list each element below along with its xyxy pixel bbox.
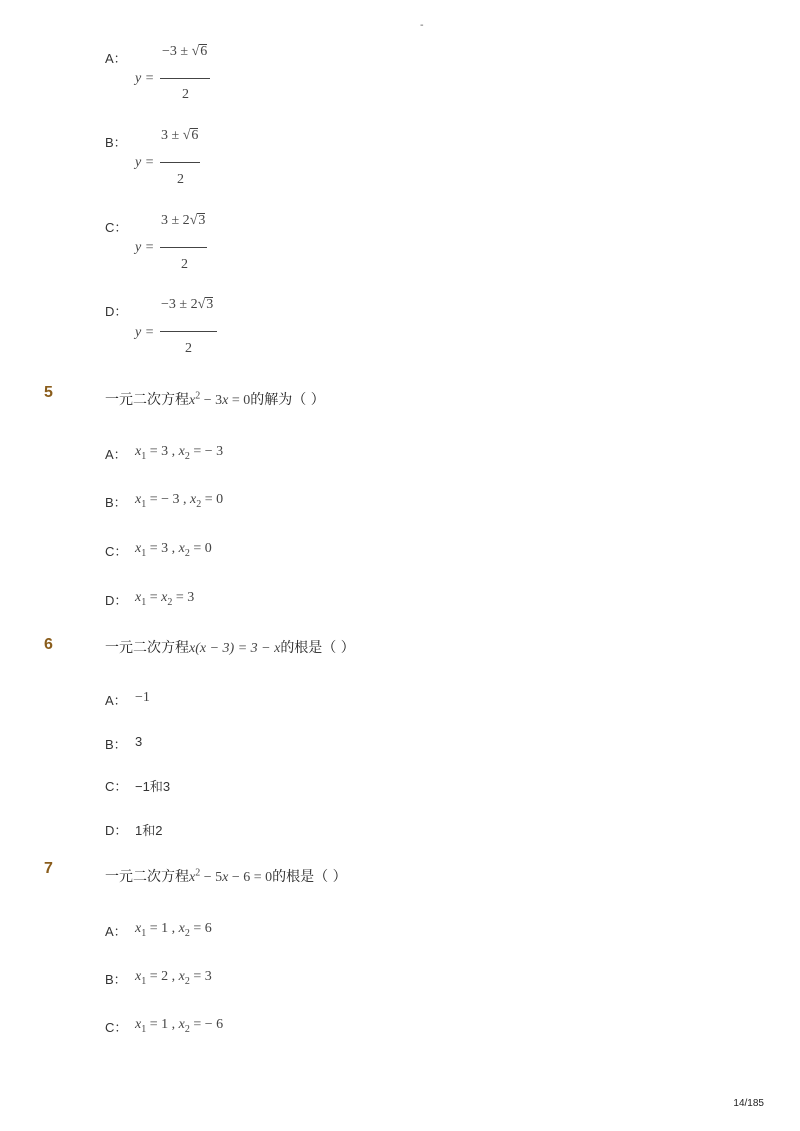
option-label: D： (105, 823, 128, 838)
option-label: A： (105, 693, 127, 708)
option-label: D： (105, 304, 128, 319)
question-number: 5 (44, 384, 53, 401)
option-value: 1和2 (135, 823, 163, 838)
option-value: $x_1 = 3$ , $x_2$ = − 3 (135, 444, 224, 462)
question-number: 6 (44, 636, 53, 653)
question-number: 7 (44, 860, 53, 877)
option-label: D： (105, 593, 128, 608)
option-value: $x_1 = 3$ , $x_2 = 0$ (135, 541, 212, 559)
question-text: 一元二次方程$x^2 - 5x - 6 = 0$的根是（ ） (105, 867, 347, 885)
fraction-numerator: −3 ± 2√3 (161, 297, 214, 312)
fraction-numerator: −3 ± √6 (162, 44, 208, 59)
option-label: C： (105, 220, 128, 235)
option-label: B： (105, 495, 127, 510)
option-value: $x_1 = 2$ , $x_2 = 3$ (135, 969, 212, 987)
option-value: $x_1$ = − 3 , $x_2 = 0$ (135, 492, 224, 510)
fraction-numerator: 3 ± √6 (161, 128, 199, 143)
option-value: $x_1 = x_2 = 3$ (135, 590, 195, 608)
option-value: −1 (135, 690, 150, 705)
page-number: 14/185 (733, 1098, 764, 1109)
fraction-bar (160, 331, 217, 332)
question-text: 一元二次方程$x^2 - 3x = 0$的解为（ ） (105, 390, 325, 408)
fraction-bar (160, 162, 200, 163)
sqrt-sign: √ (191, 44, 200, 59)
header-separator: - (420, 20, 424, 31)
sqrt-sign: √ (197, 297, 206, 312)
option-variable: y = (135, 240, 155, 255)
option-value: $x_1 = 1$ , $x_2$ = − 6 (135, 1017, 224, 1035)
sqrt-sign: √ (182, 128, 191, 143)
option-value: −1和3 (135, 779, 171, 794)
option-label: C： (105, 779, 128, 794)
option-label: B： (105, 737, 127, 752)
option-value: $x_1 = 1$ , $x_2 = 6$ (135, 921, 212, 939)
fraction-bar (160, 78, 210, 79)
option-label: A： (105, 447, 127, 462)
option-label: B： (105, 135, 127, 150)
fraction-numerator: 3 ± 2√3 (161, 213, 206, 228)
option-label: A： (105, 924, 127, 939)
fraction-bar (160, 247, 207, 248)
option-variable: y = (135, 155, 155, 170)
fraction-denominator: 2 (181, 257, 188, 272)
sqrt-sign: √ (189, 213, 198, 228)
option-label: A： (105, 51, 127, 66)
fraction-denominator: 2 (185, 341, 192, 356)
option-value: 3 (135, 734, 143, 749)
option-label: C： (105, 1020, 128, 1035)
option-label: B： (105, 972, 127, 987)
option-label: C： (105, 544, 128, 559)
fraction-denominator: 2 (182, 87, 189, 102)
option-variable: y = (135, 325, 155, 340)
fraction-denominator: 2 (177, 172, 184, 187)
question-text: 一元二次方程x(x − 3) = 3 − x的根是（ ） (105, 640, 355, 656)
option-variable: y = (135, 71, 155, 86)
